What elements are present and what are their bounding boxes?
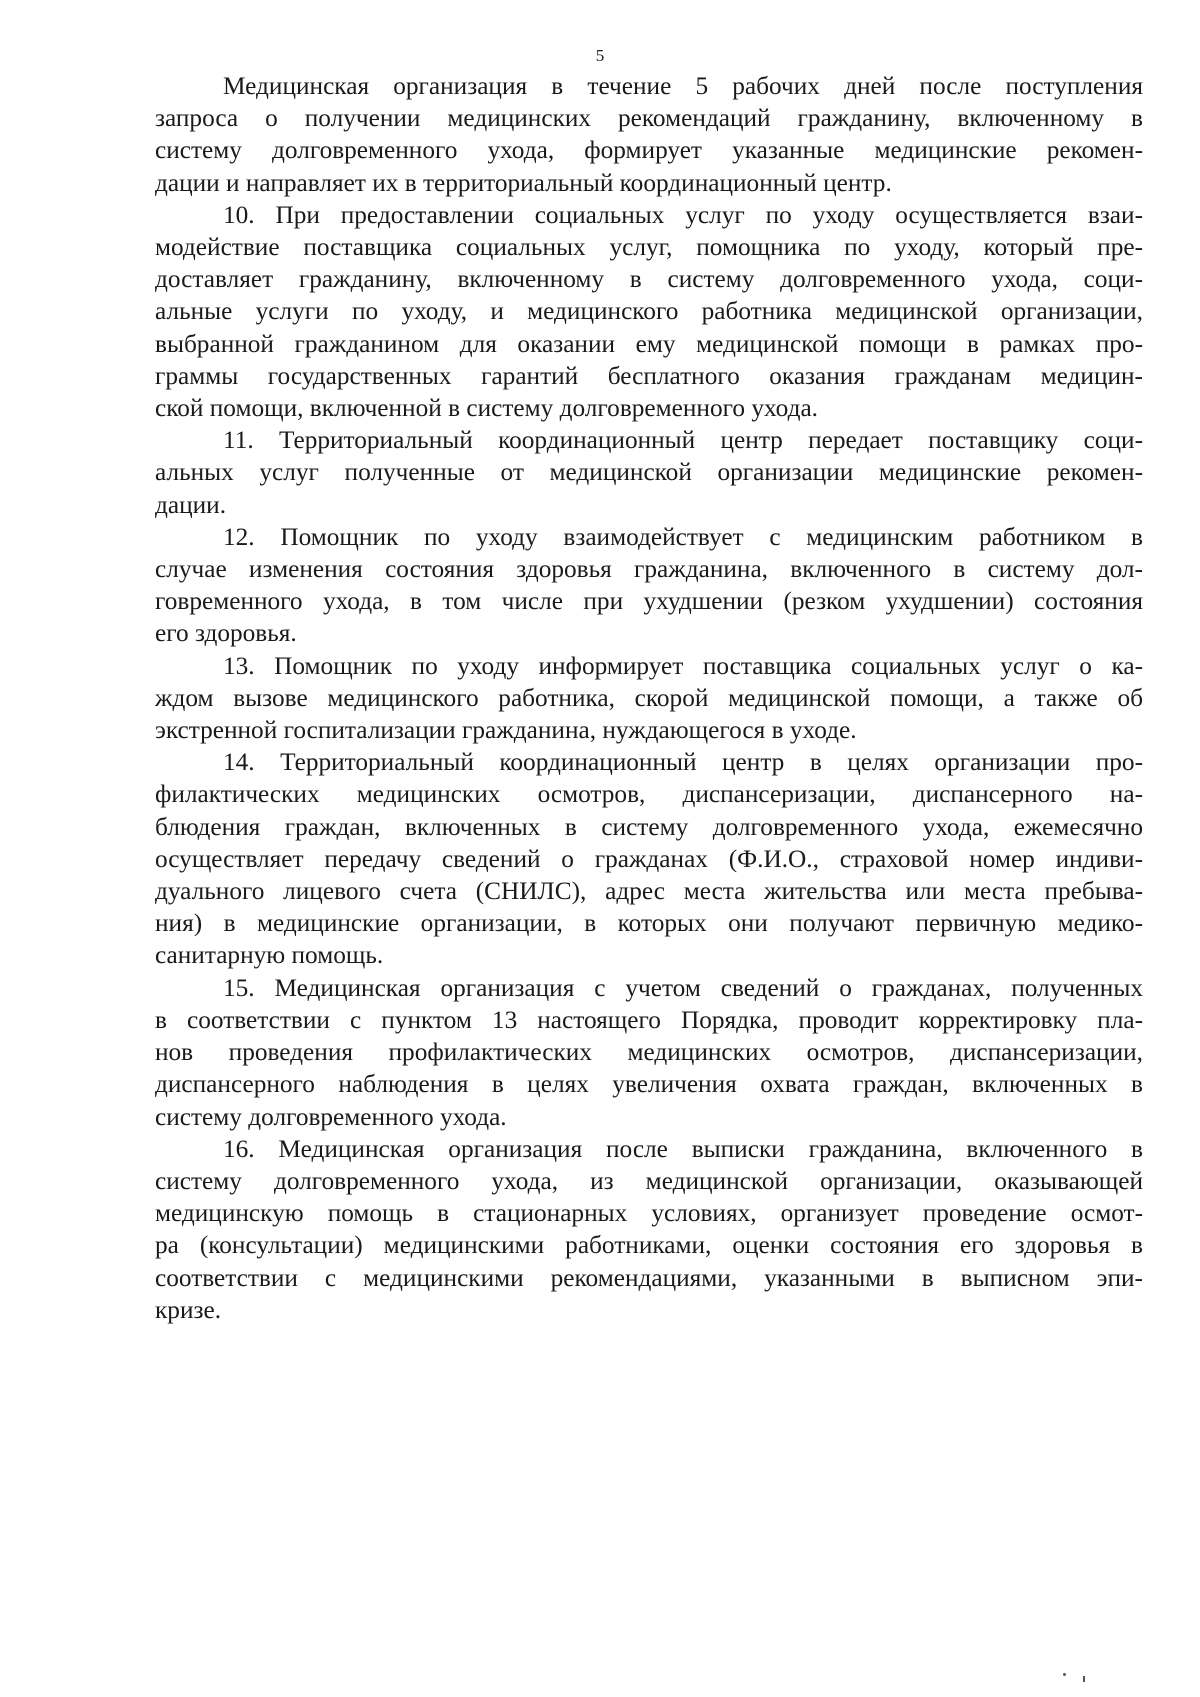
text-line: диспансерного наблюдения в целях увеличения охвата граждан, включенных в (155, 1070, 1143, 1099)
text-line: граммы государственных гарантий бесплатного оказания гражданам медицин- (155, 361, 1143, 390)
paragraph-9-continuation (155, 70, 1143, 199)
text-line: доставляет гражданину, включенному в систему долговременного ухода, соци- (155, 265, 1143, 294)
text-line: медицинскую помощь в стационарных условиях, организует проведение осмот- (155, 1199, 1143, 1228)
text-line: в соответствии с пунктом 13 настоящего Порядка, проводит корректировку пла- (155, 1005, 1143, 1034)
text-line: говременного ухода, в том числе при ухудшении (резком ухудшении) состояния (155, 587, 1143, 616)
document-body (155, 70, 1143, 1326)
text-line: Медицинская организация в течение 5 рабочих дней после поступления (223, 72, 1143, 100)
page-number: 5 (595, 46, 605, 65)
text-line: филактических медицинских осмотров, диспансеризации, диспансерного на- (155, 780, 1143, 809)
text-line: дации. (155, 490, 227, 519)
text-line: систему долговременного ухода, формирует указанные медицинские рекомен- (155, 136, 1143, 165)
paragraph-16 (155, 1133, 1143, 1326)
text-line: соответствии с медицинскими рекомендациями, указанными в выписном эпи- (155, 1263, 1143, 1292)
text-line: экстренной госпитализации гражданина, нуждающегося в уходе. (155, 716, 857, 745)
text-line: выбранной гражданином для оказании ему медицинской помощи в рамках про- (155, 329, 1143, 358)
text-line: его здоровья. (155, 619, 297, 648)
text-line: дуального лицевого счета (СНИЛС), адрес места жительства или места пребыва- (155, 877, 1143, 906)
text-line: модействие поставщика социальных услуг, помощника по уходу, который пре- (155, 233, 1143, 262)
text-line: 14. Территориальный координационный центр в целях организации про- (223, 748, 1143, 777)
text-line: кризе. (155, 1295, 222, 1324)
text-line: дации и направляет их в территориальный координационный центр. (155, 168, 892, 197)
text-line: систему долговременного ухода. (155, 1102, 507, 1131)
text-line: случае изменения состояния здоровья гражданина, включенного в систему дол- (155, 555, 1143, 584)
text-line: нов проведения профилактических медицинских осмотров, диспансеризации, (155, 1038, 1143, 1067)
text-line: 15. Медицинская организация с учетом сведений о гражданах, полученных (223, 973, 1143, 1002)
scan-speck (1063, 1673, 1066, 1676)
scan-speck (1083, 1676, 1085, 1682)
text-line: систему долговременного ухода, из медицинской организации, оказывающей (155, 1166, 1143, 1195)
text-line: ра (консультации) медицинскими работниками, оценки состояния его здоровья в (155, 1231, 1143, 1260)
paragraph-11 (155, 424, 1143, 521)
paragraph-12 (155, 521, 1143, 650)
text-line: осуществляет передачу сведений о гражданах (Ф.И.О., страховой номер индиви- (155, 844, 1143, 873)
paragraph-15 (155, 972, 1143, 1133)
text-line: 12. Помощник по уходу взаимодействует с медицинским работником в (223, 522, 1143, 551)
text-line: ния) в медицинские организации, в которых они получают первичную медико- (155, 909, 1143, 938)
text-line: ждом вызове медицинского работника, скорой медицинской помощи, а также об (155, 683, 1143, 712)
paragraph-10 (155, 199, 1143, 424)
text-line: ской помощи, включенной в систему долговременного ухода. (155, 394, 819, 423)
text-line: 13. Помощник по уходу информирует поставщика социальных услуг о ка- (223, 651, 1143, 680)
paragraph-13 (155, 650, 1143, 747)
text-line: альных услуг полученные от медицинской организации медицинские рекомен- (155, 458, 1143, 487)
paragraph-14 (155, 746, 1143, 971)
text-line: альные услуги по уходу, и медицинского работника медицинской организации, (155, 297, 1143, 326)
text-line: запроса о получении медицинских рекомендаций гражданину, включенному в (155, 104, 1143, 133)
text-line: 11. Территориальный координационный центр передает поставщику соци- (223, 426, 1143, 455)
text-line: 10. При предоставлении социальных услуг по уходу осуществляется взаи- (223, 200, 1143, 229)
text-line: 16. Медицинская организация после выписки гражданина, включенного в (223, 1134, 1143, 1163)
text-line: блюдения граждан, включенных в систему долговременного ухода, ежемесячно (155, 812, 1143, 841)
text-line: санитарную помощь. (155, 941, 384, 970)
